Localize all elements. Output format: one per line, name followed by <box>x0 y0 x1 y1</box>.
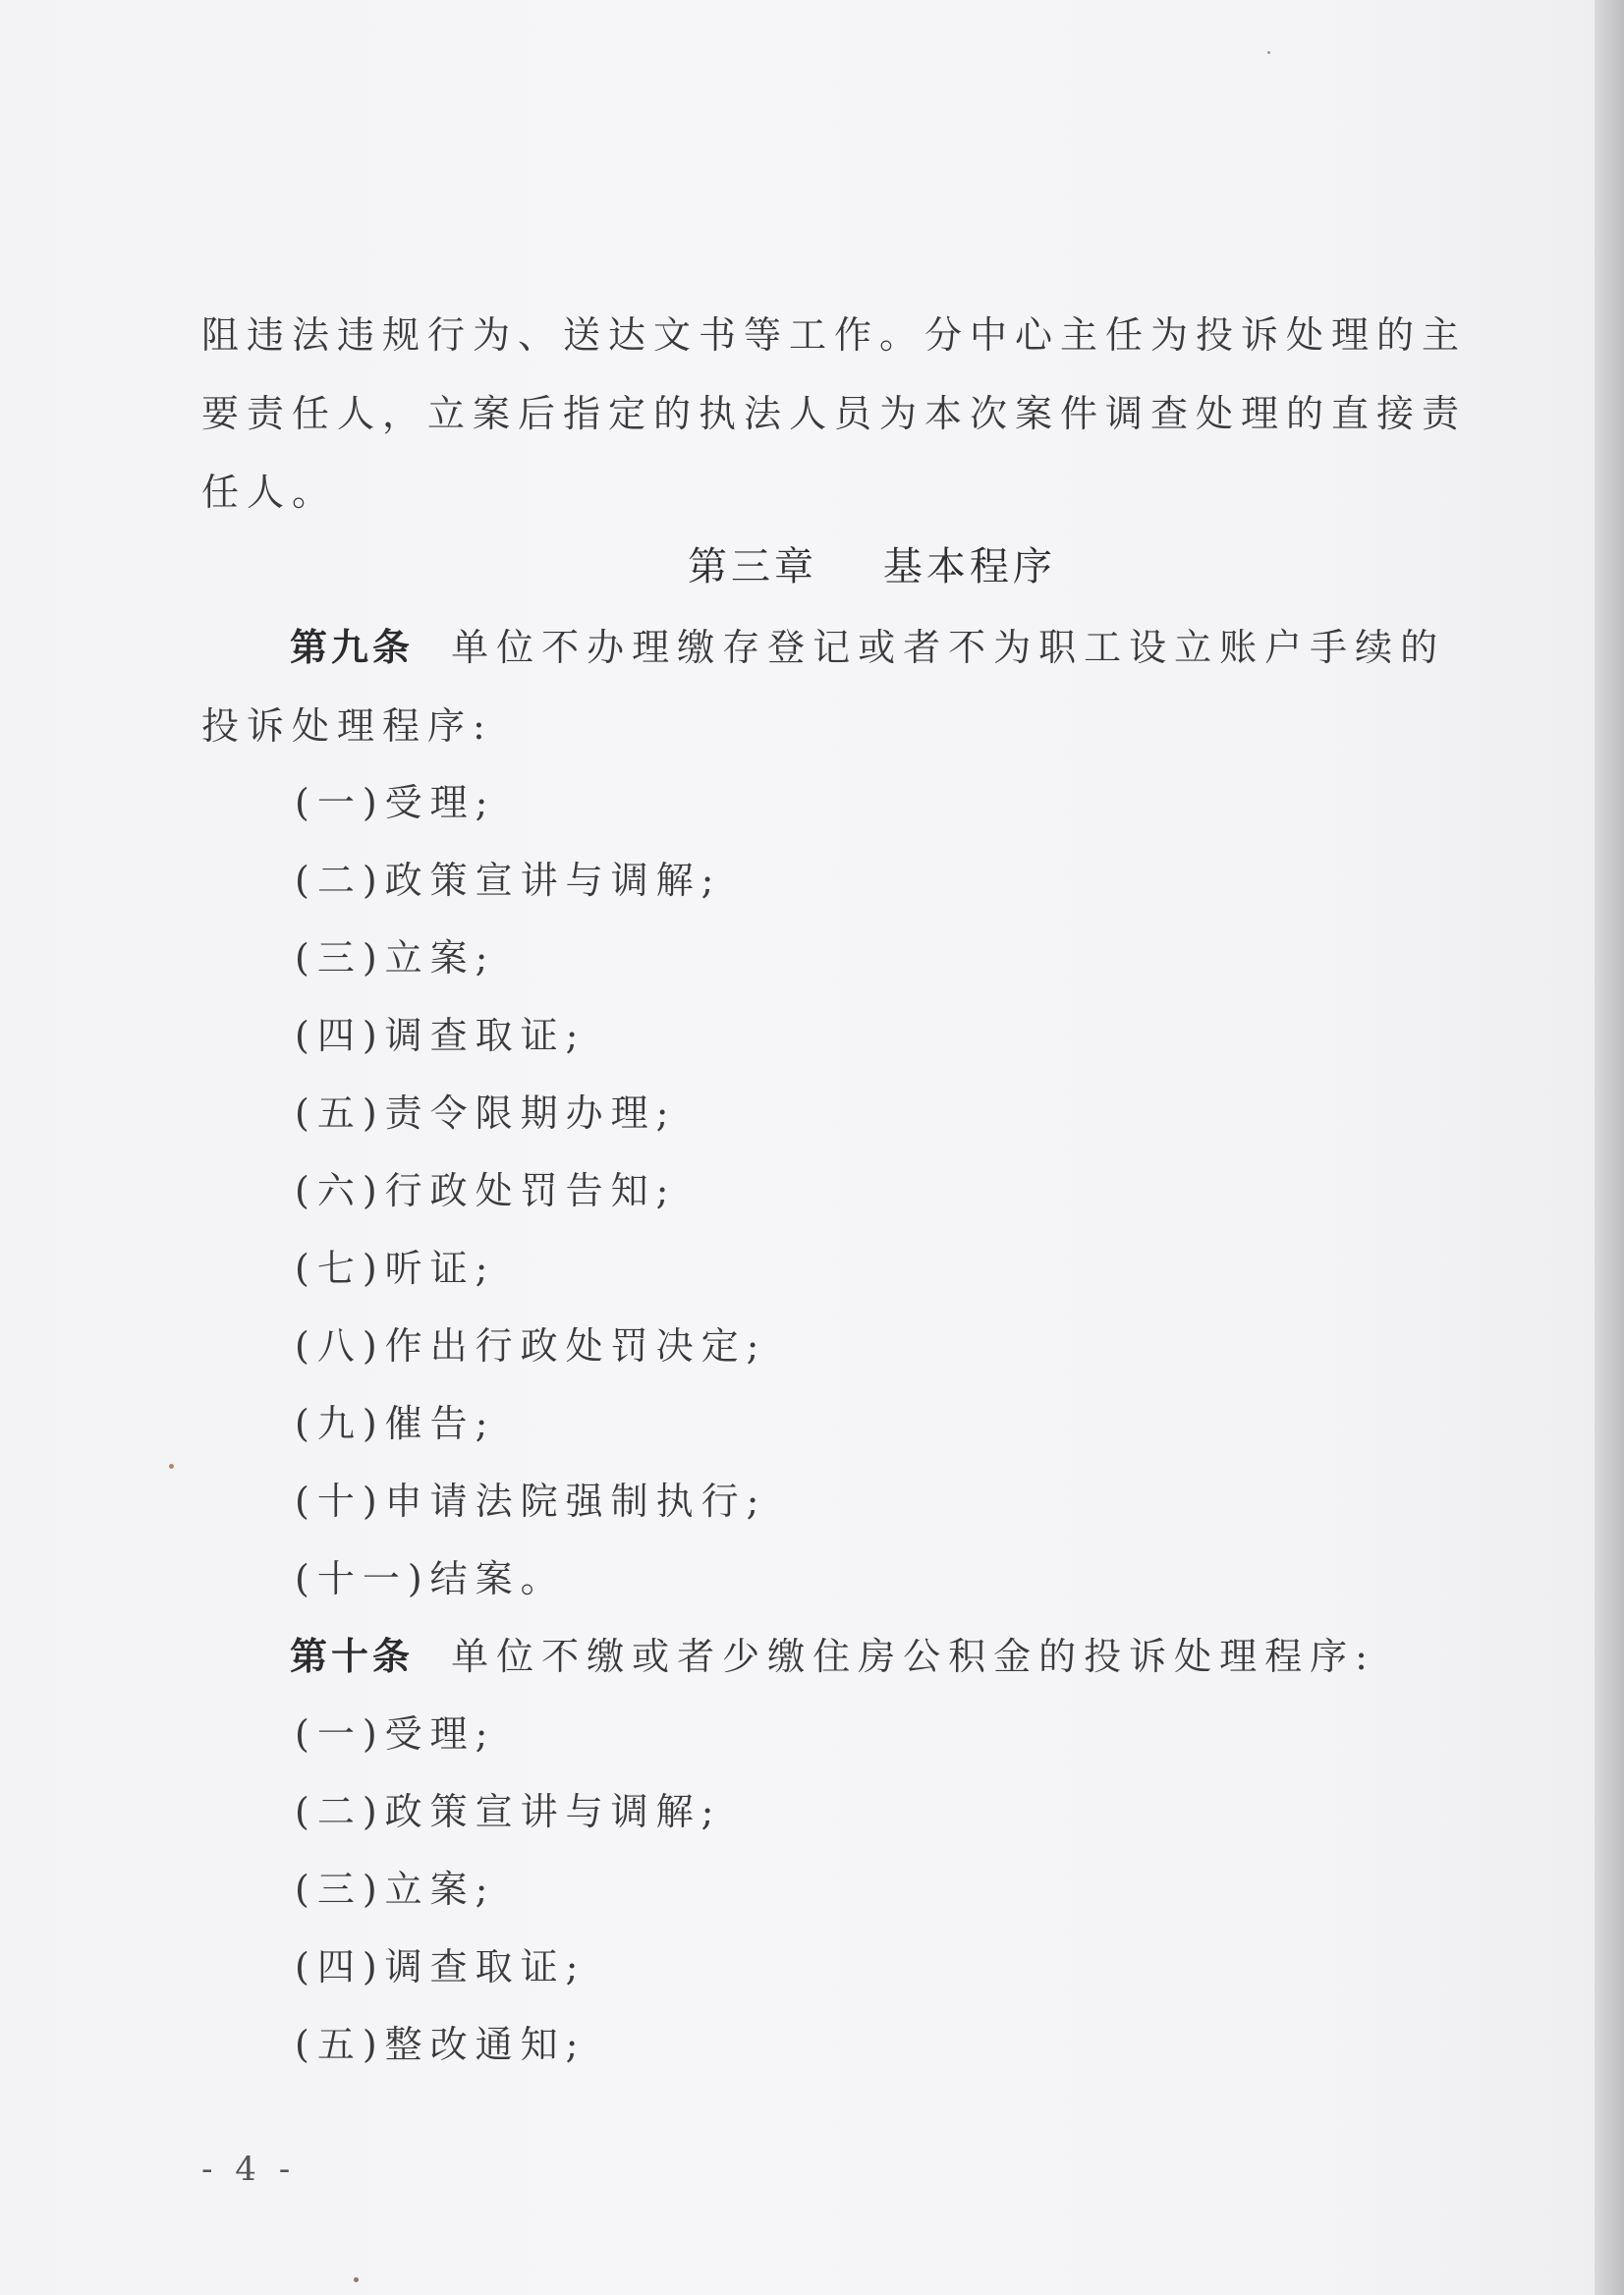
article-9-item-9: (九)催告; <box>295 1402 496 1445</box>
article-9-item-5: (五)责令限期办理; <box>295 1092 677 1135</box>
scan-speck <box>354 2277 359 2282</box>
article-10-item-1: (一)受理; <box>295 1712 496 1756</box>
article-9-text-1: 单位不办理缴存登记或者不为职工设立账户手续的 <box>451 626 1446 669</box>
body-line-1: 阻违法违规行为、送达文书等工作。分中心主任为投诉处理的主 <box>201 313 1468 357</box>
article-9-item-7: (七)听证; <box>295 1247 496 1290</box>
article-9-item-3: (三)立案; <box>295 936 496 980</box>
article-10-label: 第十条 <box>290 1635 415 1678</box>
body-line-2: 要责任人，立案后指定的执法人员为本次案件调查处理的直接责 <box>201 392 1468 435</box>
article-10-item-5: (五)整改通知; <box>295 2023 587 2066</box>
article-9-item-11: (十一)结案。 <box>295 1557 566 1600</box>
article-9-item-4: (四)调查取证; <box>295 1014 587 1057</box>
article-9-item-2: (二)政策宣讲与调解; <box>295 859 722 902</box>
article-9-item-6: (六)行政处罚告知; <box>295 1169 677 1212</box>
article-10-item-3: (三)立案; <box>295 1868 496 1911</box>
article-10-first-line <box>290 1626 1375 1680</box>
article-10-item-2: (二)政策宣讲与调解; <box>295 1790 722 1833</box>
article-10-text-1: 单位不缴或者少缴住房公积金的投诉处理程序: <box>451 1635 1375 1678</box>
article-9-item-1: (一)受理; <box>295 781 496 824</box>
scan-speck <box>169 1464 174 1469</box>
page-edge-shadow <box>1595 0 1624 2295</box>
scan-speck <box>1267 51 1270 54</box>
chapter-heading: 第三章 基本程序 <box>688 544 1056 589</box>
page-number: - 4 - <box>201 2150 297 2189</box>
article-10-item-4: (四)调查取证; <box>295 1945 587 1988</box>
article-9-item-10: (十)申请法院强制执行; <box>295 1480 767 1523</box>
body-line-3: 任人。 <box>201 471 338 514</box>
article-9-text-2: 投诉处理程序: <box>201 704 493 748</box>
article-9-label: 第九条 <box>290 626 415 669</box>
article-9-item-8: (八)作出行政处罚决定; <box>295 1324 767 1368</box>
article-9-first-line <box>290 617 1445 671</box>
